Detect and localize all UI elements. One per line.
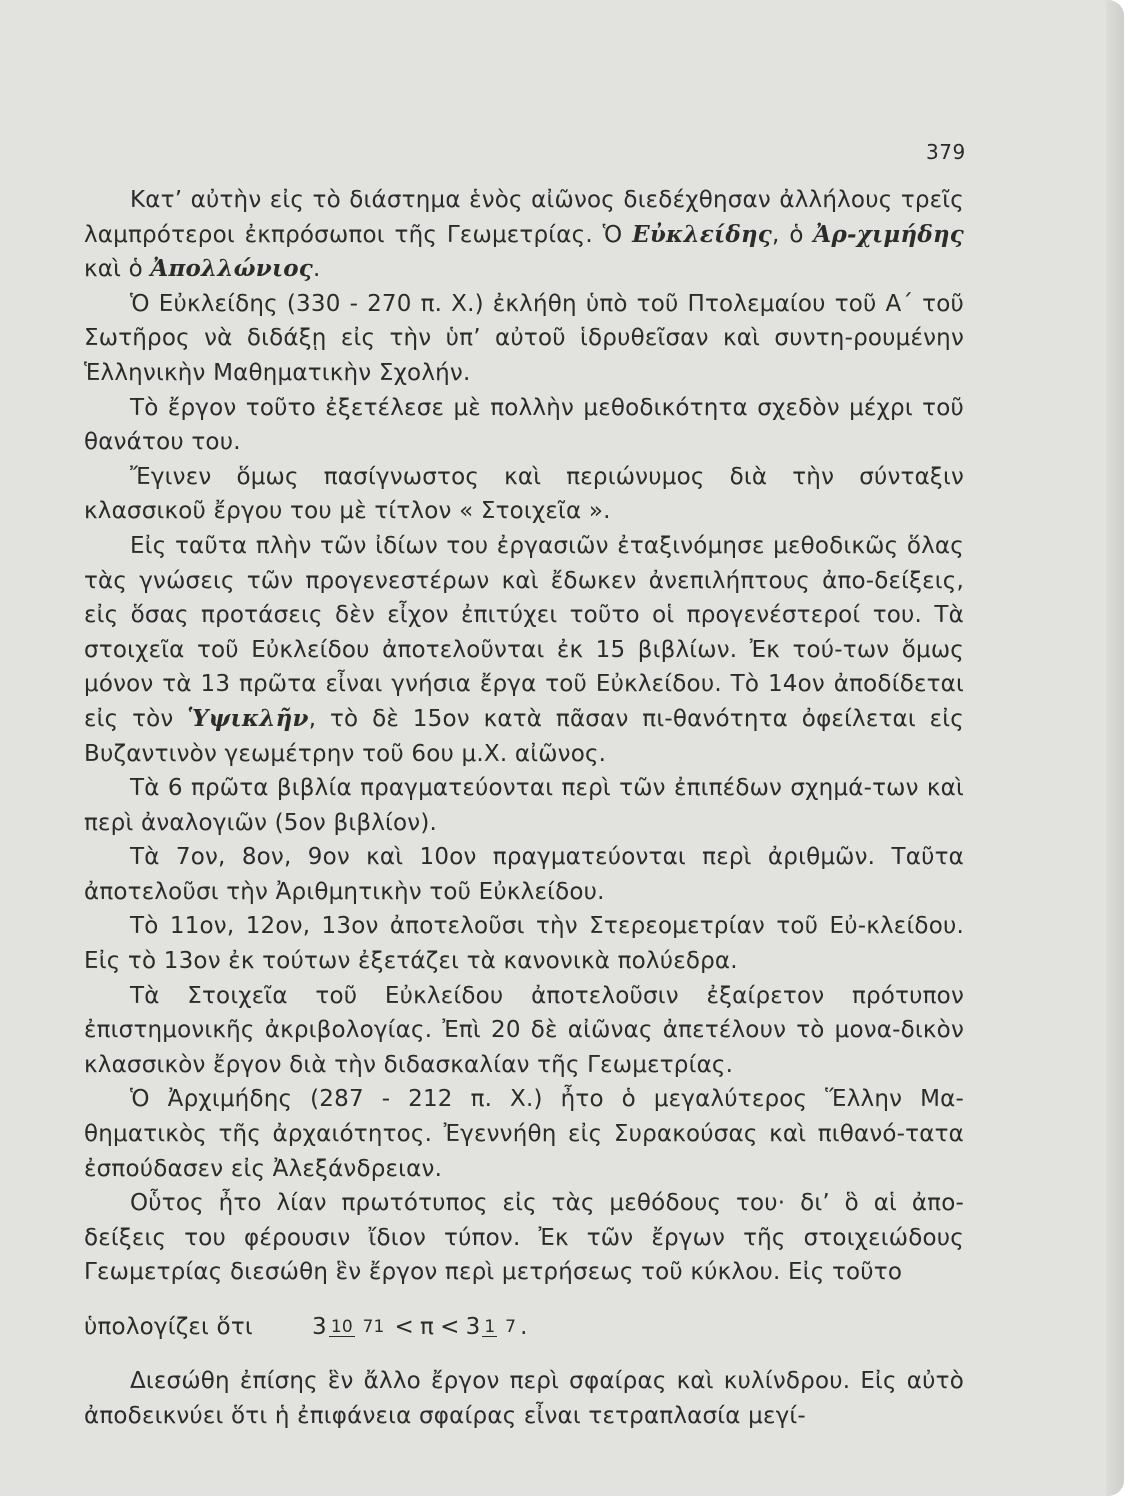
pi-bounds-formula	[84, 1302, 964, 1352]
paragraph-archimedes-methods: Οὗτος ἦτο λίαν πρωτότυπος εἰς τὰς μεθόδους του· δι’ ὃ αἱ ἀπο-δείξεις του φέρουσιν ἴδιον τύπον. Ἐκ τῶν ἔργων τῆς στοιχειώδους Γεωμετρίας διεσώθη ἓν ἔργον περὶ μετρήσεως τοῦ κύκλου. Εἰς τοῦτο	[84, 1190, 964, 1286]
paragraph-sphere-cylinder: Διεσώθη ἐπίσης ἓν ἄλλο ἔργον περὶ σφαίρας καὶ κυλίνδρου. Εἰς αὐτὸ ἀποδεικνύει ὅτι ἡ ἐπιφάνεια σφαίρας εἶναι τετραπλασία μεγί-	[84, 1368, 964, 1429]
pi-symbol: π	[420, 1313, 435, 1340]
paragraph-elements-contents: Εἰς ταῦτα πλὴν τῶν ἰδίων του ἐργασιῶν ἐταξινόμησε μεθοδικῶς ὅλας τὰς γνώσεις τῶν προγενεστέρων καὶ ἔδωκεν ἀνεπιλήπτους ἀπο-δείξεις, εἰς ὅσας προτάσεις δὲν εἶχον ἐπιτύχει τοῦτο οἱ προγενέστεροί του. Τὰ στοιχεῖα τοῦ Εὐκλείδου ἀποτελοῦνται ἐκ 15 βιβλίων. Ἐκ τού-των ὅμως μόνον τὰ 13 πρῶτα εἶναι γνήσια ἔργα τοῦ Εὐκλείδου. Τὸ 14ον ἀποδίδεται εἰς τὸν Ὑψικλῆν, τὸ δὲ 15ον κατὰ πᾶσαν πι-θανότητα ὀφείλεται εἰς Βυζαντινὸν γεωμέτρην τοῦ 6ου μ.Χ. αἰῶνος.	[84, 532, 964, 767]
paragraph-elements-legacy: Τὰ Στοιχεῖα τοῦ Εὐκλείδου ἀποτελοῦσιν ἐξαίρετον πρότυπον ἐπιστημονικῆς ἀκριβολογίας. Ἐπὶ 20 δὲ αἰῶνας ἀπετέλουν τὸ μονα-δικὸν κλασσικὸν ἔργον διὰ τὴν διδασκαλίαν τῆς Γεωμετρίας.	[84, 982, 964, 1078]
paragraph-archimedes-bio: Ὁ Ἀρχιμήδης (287 - 212 π. Χ.) ἦτο ὁ μεγαλύτερος Ἕλλην Μα-θηματικὸς τῆς ἀρχαιότητος. Ἐγεννήθη εἰς Συρακούσας καὶ πιθανό-τατα ἐσπούδασεν εἰς Ἀλεξάνδρειαν.	[84, 1086, 964, 1182]
less-than-symbol-1: <	[394, 1313, 415, 1340]
paragraph-elements-fame: Ἔγινεν ὅμως πασίγνωστος καὶ περιώνυμος διὰ τὴν σύνταξιν κλασσικοῦ ἔργου του μὲ τίτλον « Στοιχεῖα ».	[84, 463, 964, 525]
formula-whole-1: 3	[312, 1313, 327, 1340]
paragraph-books-7-10: Τὰ 7ον, 8ον, 9ον καὶ 10ον πραγματεύονται περὶ ἀριθμῶν. Ταῦτα ἀποτελοῦσι τὴν Ἀριθμητικὴν τοῦ Εὐκλείδου.	[84, 844, 964, 905]
name-euclid: Εὐκλείδης	[632, 220, 773, 248]
name-archimedes: Ἀρ-χιμήδης	[813, 220, 964, 248]
formula-end-period: .	[520, 1313, 528, 1340]
fraction-1-7	[482, 1318, 518, 1337]
paragraph-euclid-bio: Ὁ Εὐκλείδης (330 - 270 π. Χ.) ἐκλήθη ὑπὸ τοῦ Πτολεμαίου τοῦ Α΄ τοῦ Σωτῆρος νὰ διδάξῃ εἰς τὴν ὑπ’ αὐτοῦ ἱδρυθεῖσαν καὶ συντη-ρουμένην Ἑλληνικὴν Μαθηματικὴν Σχολήν.	[84, 290, 964, 386]
page-edge	[1106, 0, 1124, 1496]
page-number: 379	[926, 140, 966, 164]
formula-whole-2: 3	[465, 1313, 481, 1340]
formula-lead-text: ὑπολογίζει ὅτι	[84, 1314, 253, 1340]
fraction-numerator-2: 1	[484, 1316, 496, 1337]
name-hypsicles: Ὑψικλῆν	[187, 704, 309, 732]
paragraph-intro: Κατ’ αὐτὴν εἰς τὸ διάστημα ἑνὸς αἰῶνος διεδέχθησαν ἀλλήλους τρεῖς λαμπρότεροι ἐκπρόσωποι τῆς Γεωμετρίας. Ὁ Εὐκλείδης, ὁ Ἀρ-χιμήδης καὶ ὁ Ἀπολλώνιος.	[84, 187, 964, 283]
fraction-10-71	[329, 1318, 387, 1337]
name-apollonius: Ἀπολλώνιος	[150, 255, 314, 283]
fraction-numerator-1: 10	[330, 1316, 353, 1337]
paragraph-books-1-6: Τὰ 6 πρῶτα βιβλία πραγματεύονται περὶ τῶν ἐπιπέδων σχημά-των καὶ περὶ ἀναλογιῶν (5ον βιβλίον).	[84, 775, 964, 836]
formula-expression	[312, 1302, 528, 1352]
paragraph-euclid-work: Τὸ ἔργον τοῦτο ἐξετέλεσε μὲ πολλὴν μεθοδικότητα σχεδὸν μέχρι τοῦ θανάτου του.	[84, 394, 964, 456]
fraction-denominator-1: 71	[362, 1316, 385, 1337]
fraction-denominator-2: 7	[505, 1316, 517, 1337]
body-text	[84, 183, 964, 1433]
paragraph-books-11-13: Τὸ 11ον, 12ον, 13ον ἀποτελοῦσι τὴν Στερεομετρίαν τοῦ Εὐ-κλείδου. Εἰς τὸ 13ον ἐκ τούτων ἐξετάζει τὰ κανονικὰ πολύεδρα.	[84, 913, 964, 975]
less-than-symbol-2: <	[440, 1313, 460, 1340]
